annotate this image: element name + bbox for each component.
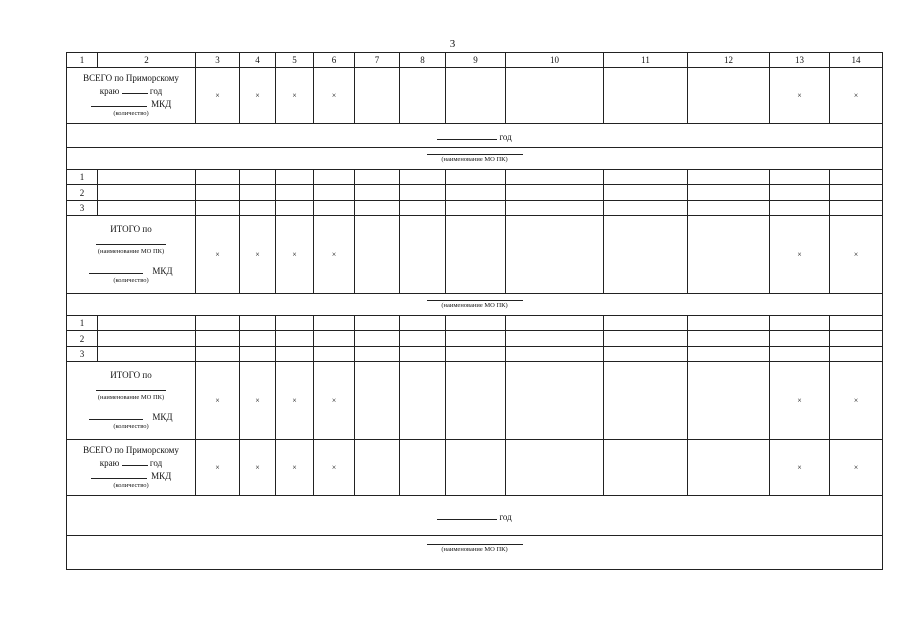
- table-row: [67, 170, 883, 185]
- mo-name-row: [67, 294, 883, 316]
- itogo-title: ИТОГО по: [110, 224, 152, 234]
- column-header: 2: [98, 53, 196, 68]
- total-region-prefix: краю: [99, 86, 120, 96]
- mo-name-cell: [67, 536, 883, 570]
- column-header: 11: [604, 53, 688, 68]
- cross-mark: ×: [314, 362, 355, 440]
- table-row: [67, 316, 883, 331]
- total-region-title: ВСЕГО по Приморскому: [83, 445, 179, 455]
- page-number: 3: [449, 38, 456, 50]
- total-region-label: [67, 440, 196, 496]
- total-region-title: ВСЕГО по Приморскому: [83, 73, 179, 83]
- column-header: 9: [446, 53, 506, 68]
- year-cell: [67, 124, 883, 148]
- year-cell: [67, 496, 883, 536]
- itogo-label: [67, 216, 196, 294]
- cross-mark: ×: [276, 68, 314, 124]
- quantity-note: (количество): [113, 423, 149, 430]
- quantity-note: (количество): [113, 482, 149, 489]
- cross-mark: ×: [830, 68, 883, 124]
- quantity-note: (количество): [113, 277, 149, 284]
- row-number: 1: [67, 170, 98, 185]
- table-row: [67, 331, 883, 347]
- mo-name-note: (наименование МО ПК): [441, 302, 508, 309]
- cross-mark: ×: [276, 440, 314, 496]
- cross-mark: ×: [770, 216, 830, 294]
- cross-mark: ×: [770, 68, 830, 124]
- column-header: 7: [355, 53, 400, 68]
- table-row: [67, 347, 883, 362]
- mo-name-note: (наименование МО ПК): [441, 156, 508, 163]
- total-region-row: [67, 68, 883, 124]
- column-header: 8: [400, 53, 446, 68]
- column-header: 3: [196, 53, 240, 68]
- cross-mark: ×: [314, 216, 355, 294]
- row-number: 2: [67, 331, 98, 347]
- cross-mark: ×: [314, 68, 355, 124]
- itogo-name-note: (наименование МО ПК): [97, 394, 165, 401]
- cross-mark: ×: [196, 440, 240, 496]
- total-region-prefix: краю: [99, 458, 120, 468]
- cross-mark: ×: [240, 216, 276, 294]
- cross-mark: ×: [196, 216, 240, 294]
- cross-mark: ×: [830, 440, 883, 496]
- itogo-label: [67, 362, 196, 440]
- cross-mark: ×: [196, 362, 240, 440]
- row-number: 3: [67, 201, 98, 216]
- column-header-row: [67, 53, 883, 68]
- year-row: [67, 124, 883, 148]
- mo-name-row: [67, 536, 883, 570]
- column-header: 1: [67, 53, 98, 68]
- total-region-year: год: [149, 458, 163, 468]
- cross-mark: ×: [770, 440, 830, 496]
- itogo-mkd: МКД: [152, 412, 173, 422]
- total-region-row: [67, 440, 883, 496]
- column-header: 14: [830, 53, 883, 68]
- cross-mark: ×: [314, 440, 355, 496]
- itogo-title: ИТОГО по: [110, 370, 152, 380]
- total-region-mkd: МКД: [151, 99, 172, 109]
- column-header: 4: [240, 53, 276, 68]
- column-header: 12: [688, 53, 770, 68]
- quantity-note: (количество): [113, 110, 149, 117]
- cross-mark: ×: [276, 362, 314, 440]
- row-number: 2: [67, 185, 98, 201]
- report-table: [66, 52, 883, 570]
- column-header: 5: [276, 53, 314, 68]
- column-header: 13: [770, 53, 830, 68]
- cross-mark: ×: [240, 68, 276, 124]
- itogo-name-note: (наименование МО ПК): [97, 248, 165, 255]
- mo-name-cell: [67, 294, 883, 316]
- cross-mark: ×: [770, 362, 830, 440]
- itogo-row: [67, 216, 883, 294]
- table-row: [67, 201, 883, 216]
- mo-name-note: (наименование МО ПК): [441, 546, 508, 553]
- cross-mark: ×: [830, 362, 883, 440]
- mo-name-row: [67, 148, 883, 170]
- year-label: год: [499, 131, 512, 142]
- itogo-row: [67, 362, 883, 440]
- itogo-mkd: МКД: [152, 266, 173, 276]
- column-header: 10: [506, 53, 604, 68]
- total-region-label: [67, 68, 196, 124]
- cross-mark: ×: [830, 216, 883, 294]
- column-header: 6: [314, 53, 355, 68]
- cross-mark: ×: [196, 68, 240, 124]
- year-row: [67, 496, 883, 536]
- cross-mark: ×: [240, 440, 276, 496]
- total-region-mkd: МКД: [151, 471, 172, 481]
- cross-mark: ×: [276, 216, 314, 294]
- row-number: 1: [67, 316, 98, 331]
- row-number: 3: [67, 347, 98, 362]
- year-label: год: [499, 511, 512, 522]
- mo-name-cell: [67, 148, 883, 170]
- total-region-year: год: [149, 86, 163, 96]
- cross-mark: ×: [240, 362, 276, 440]
- table-row: [67, 185, 883, 201]
